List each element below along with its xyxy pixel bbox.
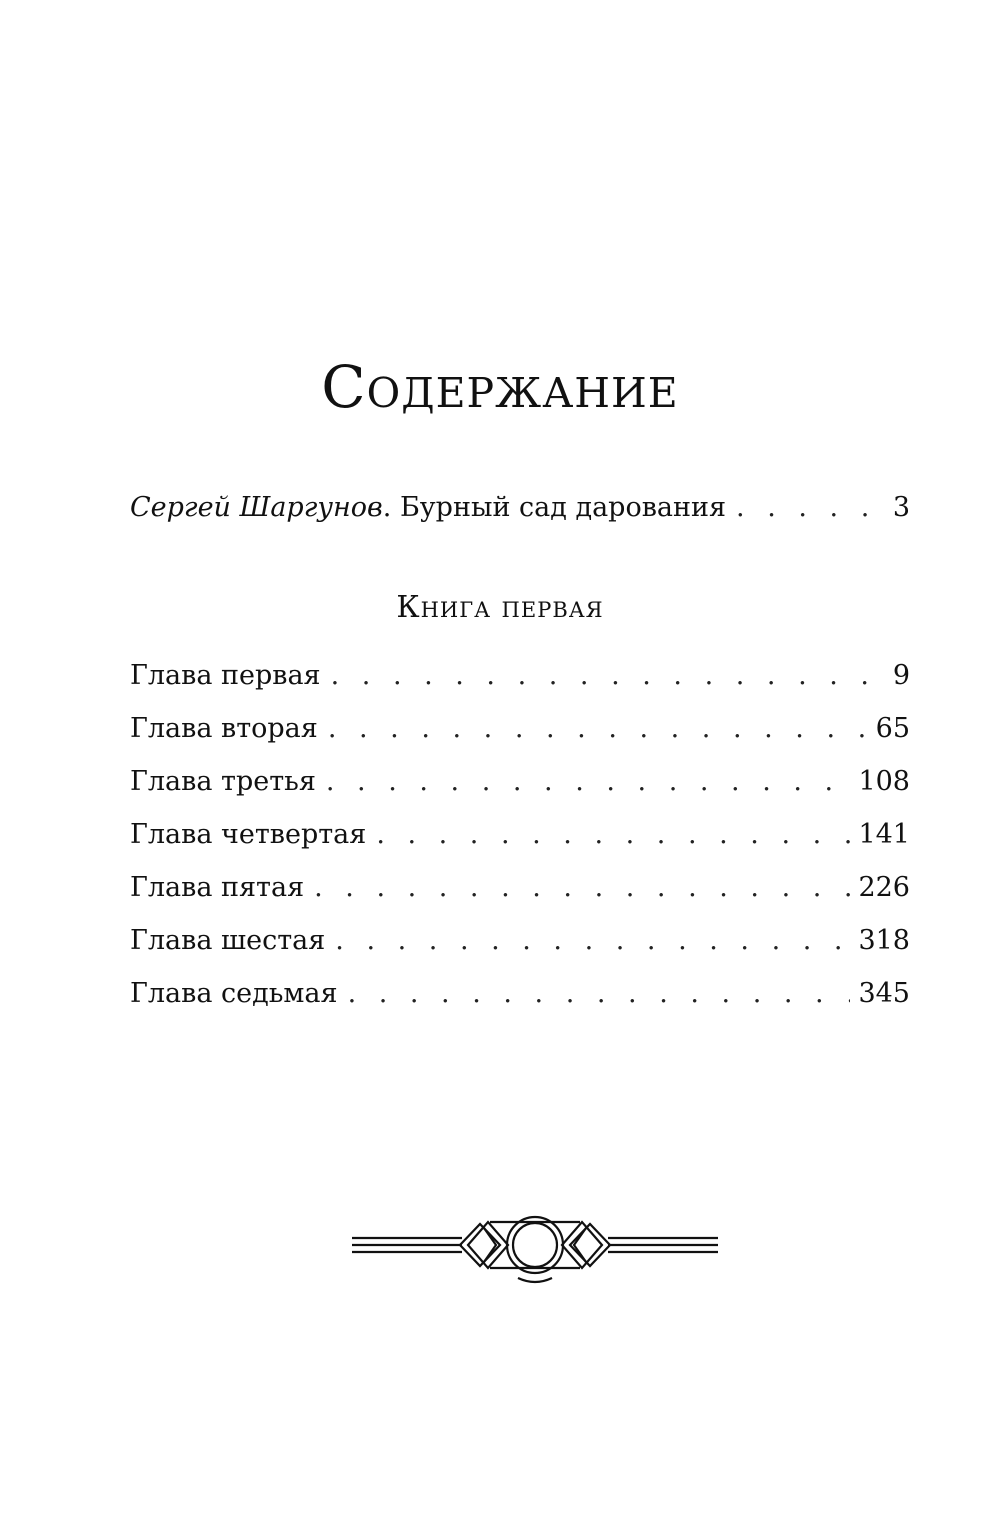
art-deco-ornament-icon	[350, 1212, 720, 1288]
toc-entry-author: Сергей Шаргунов	[130, 492, 383, 523]
toc-entry-page-number: 108	[858, 766, 910, 797]
toc-entry-chapter-6[interactable]	[130, 925, 910, 957]
toc-entry-title: Глава пятая	[130, 872, 305, 903]
toc-entry-chapter-7[interactable]	[130, 978, 910, 1010]
toc-entry-chapter-3[interactable]	[130, 766, 910, 798]
dot-leader	[736, 492, 885, 524]
dot-leader	[314, 872, 850, 904]
toc-entry-page-number: 65	[875, 713, 910, 744]
toc-entry-title: Глава третья	[130, 766, 316, 797]
toc-entry-title: Глава первая	[130, 660, 321, 691]
dot-leader	[328, 713, 868, 745]
toc-entry-page-number: 318	[858, 925, 910, 956]
dot-leader	[376, 819, 850, 851]
toc-entry-title: Глава четвертая	[130, 819, 367, 850]
toc-entry-page-number: 226	[858, 872, 910, 903]
toc-entry-chapter-4[interactable]	[130, 819, 910, 851]
toc-entry-essay-title: Бурный сад дарования	[391, 492, 727, 523]
dot-leader	[348, 978, 851, 1010]
toc-entry-intro[interactable]	[130, 492, 910, 524]
toc-entry-chapter-2[interactable]	[130, 713, 910, 745]
dot-leader	[335, 925, 850, 957]
toc-entry-page-number: 141	[858, 819, 910, 850]
page-title: Содержание	[321, 353, 679, 421]
toc-entry-chapter-5[interactable]	[130, 872, 910, 904]
toc-entry-page-number: 3	[892, 492, 910, 523]
toc-entry-title: Глава шестая	[130, 925, 326, 956]
book-heading: Книга первая	[396, 590, 604, 625]
toc-entry-title: Глава седьмая	[130, 978, 338, 1009]
toc-entry-page-number: 345	[858, 978, 910, 1009]
dot-leader	[331, 660, 885, 692]
dot-leader	[326, 766, 851, 798]
toc-entry-page-number: 9	[892, 660, 910, 691]
toc-entry-author-separator: .	[382, 492, 392, 523]
toc-entry-title: Глава вторая	[130, 713, 318, 744]
toc-entry-intro-title	[130, 492, 726, 524]
toc-entry-chapter-1[interactable]	[130, 660, 910, 692]
